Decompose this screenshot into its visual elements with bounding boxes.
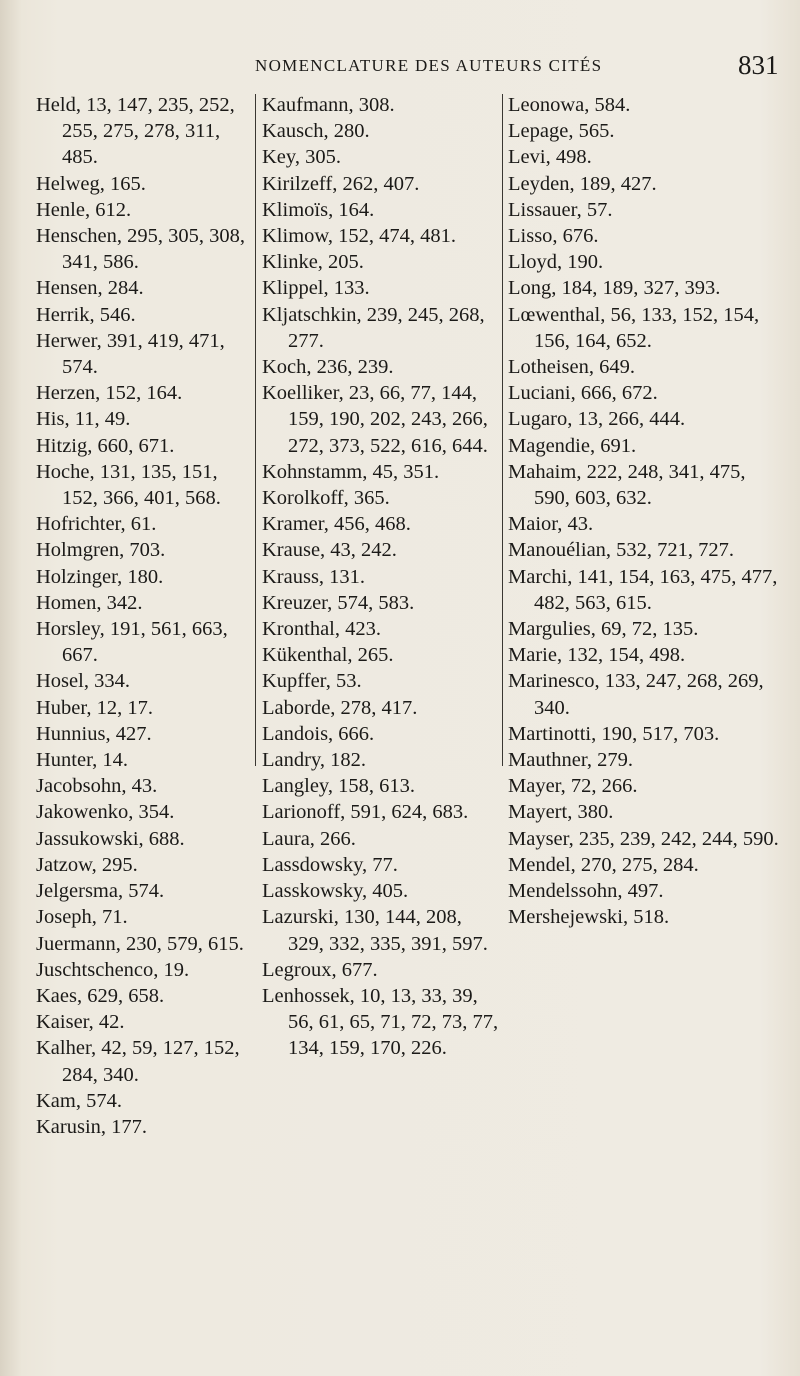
index-entry: Lepage, 565.: [508, 120, 615, 143]
page-number: 831: [738, 50, 779, 80]
index-entry: Margulies, 69, 72, 135.: [508, 618, 699, 641]
index-entry: Kreuzer, 574, 583.: [262, 591, 415, 614]
index-entry: Hofrichter, 61.: [36, 513, 157, 536]
index-entry: Leyden, 189, 427.: [508, 172, 657, 195]
index-entry: Hensen, 284.: [36, 277, 144, 300]
index-entry: Kohnstamm, 45, 351.: [262, 460, 440, 483]
index-entry: Marie, 132, 154, 498.: [508, 644, 686, 667]
index-entry: Krauss, 131.: [262, 565, 366, 588]
index-entry: Klinke, 205.: [262, 251, 364, 274]
index-entry: Kirilzeff, 262, 407.: [262, 172, 420, 195]
index-entry: Kramer, 456, 468.: [262, 513, 411, 536]
index-entry: Kaes, 629, 658.: [36, 984, 165, 1007]
index-column-3: [508, 92, 782, 931]
index-entry: Horsley, 191, 561, 663, 667.: [36, 618, 228, 667]
column-divider-1: [255, 94, 256, 766]
index-entry: Kükenthal, 265.: [262, 644, 394, 667]
index-entry: Marinesco, 133, 247, 268, 269, 340.: [508, 670, 764, 719]
index-entry: Juermann, 230, 579, 615.: [36, 932, 244, 955]
index-entry: Joseph, 71.: [36, 906, 128, 929]
index-entry: Leonowa, 584.: [508, 94, 631, 116]
index-entry: Korolkoff, 365.: [262, 487, 390, 510]
index-entry: Levi, 498.: [508, 146, 592, 169]
index-entry: Larionoff, 591, 624, 683.: [262, 801, 469, 824]
index-entry: Lugaro, 13, 266, 444.: [508, 408, 686, 431]
index-entry: Lotheisen, 649.: [508, 356, 635, 379]
index-entry: Long, 184, 189, 327, 393.: [508, 277, 721, 300]
index-entry: Luciani, 666, 672.: [508, 382, 658, 405]
index-entry: Huber, 12, 17.: [36, 696, 154, 719]
index-entry: Manouélian, 532, 721, 727.: [508, 539, 735, 562]
index-entry: Mendel, 270, 275, 284.: [508, 853, 699, 876]
index-entry: Klimoïs, 164.: [262, 198, 375, 221]
index-entry: Laborde, 278, 417.: [262, 696, 418, 719]
index-entry: Lasskowsky, 405.: [262, 880, 409, 903]
index-entry: Jacobsohn, 43.: [36, 775, 158, 798]
index-entry: Mauthner, 279.: [508, 749, 634, 772]
index-entry: Hunter, 14.: [36, 749, 128, 772]
index-entry: Juschtschenco, 19.: [36, 958, 190, 981]
index-entry: Lassdowsky, 77.: [262, 853, 398, 876]
index-entry: Langley, 158, 613.: [262, 775, 415, 798]
index-entry: Lenhossek, 10, 13, 33, 39, 56, 61, 65, 71, 72, 73, 77, 134, 159, 170, 226.: [262, 984, 499, 1060]
index-entry: Maior, 43.: [508, 513, 594, 536]
index-entry: Lisso, 676.: [508, 225, 599, 248]
index-entry: Henschen, 295, 305, 308, 341, 586.: [36, 225, 245, 274]
index-entry: Lazurski, 130, 144, 208, 329, 332, 335, 391, 597.: [262, 906, 488, 955]
running-head-title: NOMENCLATURE DES AUTEURS CITÉS: [255, 56, 603, 75]
index-entry: Kausch, 280.: [262, 120, 370, 143]
index-entry: Lissauer, 57.: [508, 198, 613, 221]
index-entry: Kaiser, 42.: [36, 1011, 125, 1034]
index-entry: Holzinger, 180.: [36, 565, 164, 588]
index-entry: Herzen, 152, 164.: [36, 382, 183, 405]
index-entry: Kupffer, 53.: [262, 670, 362, 693]
index-entry: Magendie, 691.: [508, 434, 637, 457]
index-entry: Jakowenko, 354.: [36, 801, 175, 824]
index-entry: Kljatschkin, 239, 245, 268, 277.: [262, 303, 485, 352]
index-entry: Key, 305.: [262, 146, 341, 169]
index-entry: Koch, 236, 239.: [262, 356, 394, 379]
index-entry: Krause, 43, 242.: [262, 539, 397, 562]
index-entry: Henle, 612.: [36, 198, 132, 221]
index-entry: Kronthal, 423.: [262, 618, 381, 641]
index-entry: Lœwenthal, 56, 133, 152, 154, 156, 164, 652.: [508, 303, 760, 352]
index-entry: Mayert, 380.: [508, 801, 614, 824]
index-entry: Holmgren, 703.: [36, 539, 166, 562]
column-divider-2: [502, 94, 503, 766]
index-entry: Jassukowski, 688.: [36, 827, 185, 850]
index-entry: Helweg, 165.: [36, 172, 146, 195]
index-entry: Mayser, 235, 239, 242, 244, 590.: [508, 827, 779, 850]
index-entry: Laura, 266.: [262, 827, 356, 850]
index-entry: Marchi, 141, 154, 163, 475, 477, 482, 563, 615.: [508, 565, 778, 614]
index-entry: Hosel, 334.: [36, 670, 130, 693]
index-entry: Koelliker, 23, 66, 77, 144, 159, 190, 202, 243, 266, 272, 373, 522, 616, 644.: [262, 382, 488, 457]
index-entry: His, 11, 49.: [36, 408, 131, 431]
index-entry: Hoche, 131, 135, 151, 152, 366, 401, 568.: [36, 460, 221, 510]
index-entry: Hitzig, 660, 671.: [36, 434, 175, 457]
index-entry: Martinotti, 190, 517, 703.: [508, 722, 720, 745]
index-entry: Mahaim, 222, 248, 341, 475, 590, 603, 632.: [508, 460, 746, 510]
index-entry: Lloyd, 190.: [508, 251, 604, 274]
index-entry: Klimow, 152, 474, 481.: [262, 225, 456, 248]
index-entry: Homen, 342.: [36, 591, 143, 614]
index-column-1: [36, 92, 258, 1140]
index-entry: Herrik, 546.: [36, 303, 136, 326]
index-entry: Mershejewski, 518.: [508, 906, 670, 929]
index-column-2: [262, 92, 500, 1062]
index-entry: Hunnius, 427.: [36, 722, 152, 745]
index-entry: Jatzow, 295.: [36, 853, 138, 876]
index-entry: Mendelssohn, 497.: [508, 880, 664, 903]
index-entry: Klippel, 133.: [262, 277, 370, 300]
index-entry: Karusin, 177.: [36, 1115, 148, 1138]
index-entry: Held, 13, 147, 235, 252, 255, 275, 278, 311, 485.: [36, 94, 235, 169]
index-entry: Herwer, 391, 419, 471, 574.: [36, 329, 225, 379]
index-entry: Kalher, 42, 59, 127, 152, 284, 340.: [36, 1037, 240, 1086]
running-head: [0, 50, 800, 90]
index-entry: Legroux, 677.: [262, 958, 378, 981]
index-entry: Landry, 182.: [262, 749, 366, 772]
index-entry: Mayer, 72, 266.: [508, 775, 638, 798]
index-entry: Landois, 666.: [262, 722, 375, 745]
index-entry: Kaufmann, 308.: [262, 94, 395, 116]
index-entry: Kam, 574.: [36, 1089, 122, 1112]
index-entry: Jelgersma, 574.: [36, 880, 165, 903]
